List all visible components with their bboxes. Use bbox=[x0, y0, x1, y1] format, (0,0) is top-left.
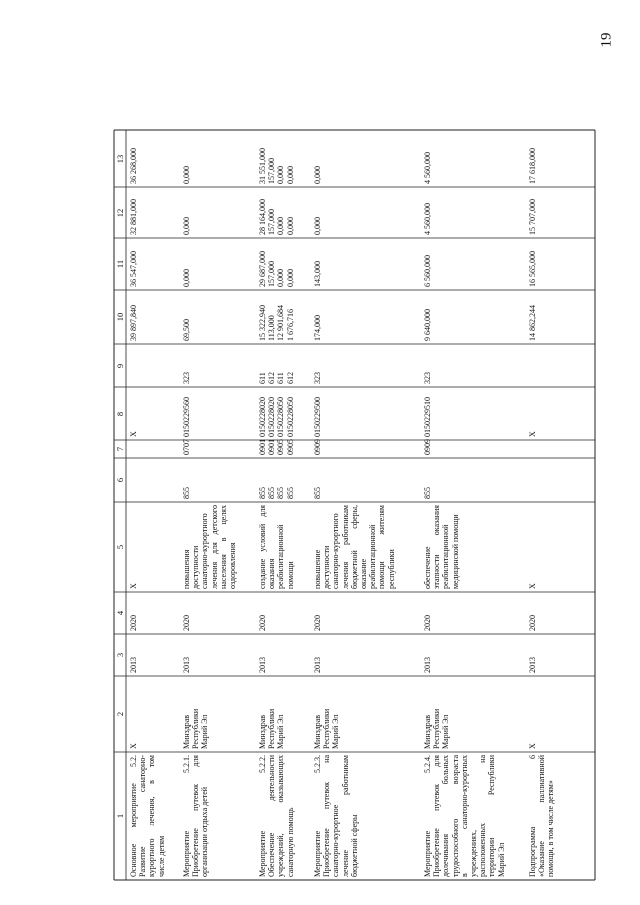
cell-line: 69,500 bbox=[182, 319, 191, 341]
cell-y2013 bbox=[258, 305, 295, 341]
cell-line: учреждениях, bbox=[469, 830, 479, 877]
cell-result bbox=[423, 505, 460, 589]
cell-line: лечение работникам bbox=[340, 755, 350, 877]
cell-line: медицинской помощи bbox=[450, 514, 460, 589]
cell-end bbox=[528, 615, 537, 631]
cell-end bbox=[182, 615, 191, 631]
cell-line: Обеспечение деятельности bbox=[267, 755, 277, 877]
cell-end bbox=[313, 615, 322, 631]
cell-line: 2020 bbox=[258, 615, 267, 631]
cell-line: 4 560,000 bbox=[423, 203, 432, 235]
cell-line: 612 bbox=[285, 372, 295, 384]
cell-line: 611 bbox=[276, 372, 286, 384]
cell-line: 2013 bbox=[129, 657, 138, 673]
cell-line: Приобретение путевок для bbox=[191, 755, 201, 877]
cell-line: 0150229560 bbox=[182, 397, 191, 437]
cell-line: Приобретение путевок для bbox=[432, 755, 442, 877]
cell-line: 14 862,244 bbox=[528, 305, 537, 341]
cell-line: Минздрав bbox=[423, 714, 432, 749]
cell-y2016 bbox=[423, 152, 432, 184]
cell-line: 855 bbox=[182, 487, 191, 499]
cell-line: 0,000 bbox=[285, 217, 295, 235]
cell-line: 31 551,000 bbox=[258, 148, 267, 184]
cell-line: Марий Эл bbox=[496, 842, 506, 877]
cell-line: 323 bbox=[182, 372, 191, 384]
column-number: 5 bbox=[115, 544, 125, 550]
cell-line: Приобретение путевок на bbox=[322, 755, 332, 877]
cell-y2015 bbox=[423, 203, 432, 235]
cell-rzpr bbox=[423, 439, 432, 455]
cell-line: реабилитационной bbox=[368, 524, 378, 589]
cell-vr bbox=[182, 372, 191, 384]
cell-line: 9 640,000 bbox=[423, 309, 432, 341]
cell-line: 0150228020 bbox=[267, 397, 277, 437]
cell-result bbox=[182, 505, 237, 589]
cell-start bbox=[528, 657, 537, 673]
cell-line: 0905 bbox=[276, 439, 286, 455]
cell-line: 2020 bbox=[528, 615, 537, 631]
cell-result bbox=[129, 505, 138, 589]
cell-y2013 bbox=[313, 315, 322, 341]
cell-line: 2020 bbox=[313, 615, 322, 631]
cell-line: числе детям bbox=[156, 835, 166, 877]
cell-line: долечивания больных bbox=[441, 755, 451, 877]
cell-line: Мероприятие 5.2.3. bbox=[313, 755, 322, 877]
cell-line: 612 bbox=[267, 372, 277, 384]
cell-executor bbox=[423, 709, 451, 749]
cell-line: 0,000 bbox=[276, 217, 286, 235]
cell-line: 611 bbox=[258, 372, 267, 384]
cell-line: 0909 bbox=[313, 439, 322, 455]
cell-line: санаторно-курортного bbox=[200, 513, 210, 589]
cell-line: 0909 bbox=[423, 439, 432, 455]
page-number: 19 bbox=[598, 32, 615, 48]
cell-result bbox=[528, 505, 537, 589]
cell-line: 0150228050 bbox=[276, 397, 286, 437]
cell-start bbox=[423, 657, 432, 673]
cell-line: оказание bbox=[359, 558, 369, 589]
cell-line: 0150229510 bbox=[423, 397, 432, 437]
cell-vr bbox=[313, 372, 322, 384]
cell-line: лечения работникам bbox=[340, 505, 350, 589]
cell-line: X bbox=[129, 431, 138, 437]
column-number: 4 bbox=[115, 610, 125, 616]
cell-line: 0150229500 bbox=[313, 397, 322, 437]
cell-line: обеспечение bbox=[423, 546, 432, 589]
column-number: 11 bbox=[115, 259, 125, 269]
cell-line: 855 bbox=[258, 487, 267, 499]
cell-line: повышения bbox=[182, 549, 191, 589]
cell-line: Марий Эл bbox=[441, 714, 451, 749]
cell-name bbox=[258, 755, 295, 877]
cell-line: 323 bbox=[423, 372, 432, 384]
cell-line: 174,000 bbox=[313, 315, 322, 341]
cell-line: 2013 bbox=[313, 657, 322, 673]
cell-line: Республики bbox=[191, 708, 201, 749]
cell-line: Мероприятие 5.2.4. bbox=[423, 755, 432, 877]
cell-line: 0901 bbox=[267, 439, 277, 455]
cell-line: 2013 bbox=[182, 657, 191, 673]
cell-line: 855 bbox=[313, 487, 322, 499]
cell-line: 6 560,000 bbox=[423, 255, 432, 287]
cell-line: Минздрав bbox=[182, 714, 191, 749]
cell-line: республики bbox=[386, 549, 396, 589]
cell-line: 0,000 bbox=[182, 166, 191, 184]
cell-line: 0,000 bbox=[182, 269, 191, 287]
cell-line: Марий Эл bbox=[200, 714, 210, 749]
cell-y2015 bbox=[313, 217, 322, 235]
cell-line: 15 322,940 bbox=[258, 305, 267, 341]
cell-name bbox=[423, 755, 506, 877]
cell-executor bbox=[182, 709, 210, 749]
cell-line: санаторно-курортное bbox=[331, 804, 341, 877]
cell-grbs bbox=[313, 487, 322, 499]
cell-line: 157,000 bbox=[267, 158, 277, 184]
cell-line: оздоровления bbox=[228, 542, 238, 589]
cell-y2013 bbox=[423, 309, 432, 341]
cell-line: создание условий для bbox=[258, 505, 267, 589]
cell-csr bbox=[182, 397, 191, 437]
cell-line: X bbox=[129, 583, 138, 589]
cell-line: Подпрограмма 6 bbox=[528, 755, 537, 877]
cell-line: 4 560,000 bbox=[423, 152, 432, 184]
cell-y2015 bbox=[182, 217, 191, 235]
cell-y2016 bbox=[528, 148, 537, 184]
cell-end bbox=[423, 615, 432, 631]
cell-vr bbox=[258, 372, 295, 384]
cell-line: 0,000 bbox=[276, 269, 286, 287]
cell-line: Марий Эл bbox=[331, 714, 341, 749]
cell-line: 2020 bbox=[182, 615, 191, 631]
cell-csr bbox=[258, 397, 295, 437]
cell-line: бюджетной сферы bbox=[349, 814, 359, 877]
cell-y2015 bbox=[258, 199, 295, 235]
cell-line: 39 897,840 bbox=[129, 305, 138, 341]
cell-line: X bbox=[528, 743, 537, 749]
cell-line: 17 618,000 bbox=[528, 148, 537, 184]
cell-line: 2013 bbox=[258, 657, 267, 673]
cell-rzpr bbox=[182, 439, 191, 455]
cell-name bbox=[313, 755, 359, 877]
cell-csr bbox=[313, 397, 322, 437]
cell-line: Республики bbox=[432, 708, 442, 749]
cell-line: 15 707,000 bbox=[528, 199, 537, 235]
cell-y2016 bbox=[129, 148, 138, 184]
cell-line: этапности оказания bbox=[432, 505, 442, 589]
cell-line: Республики bbox=[267, 708, 277, 749]
cell-line: доступности bbox=[191, 545, 201, 589]
cell-line: 0,000 bbox=[313, 217, 322, 235]
cell-line: 0,000 bbox=[285, 269, 295, 287]
cell-line: бюджетной сферы, bbox=[349, 505, 359, 589]
cell-grbs bbox=[258, 487, 295, 499]
cell-line: Республики bbox=[322, 708, 332, 749]
cell-line: X bbox=[528, 431, 537, 437]
cell-line: расположенных на bbox=[478, 755, 488, 877]
cell-line: Развитие санаторно- bbox=[138, 755, 148, 877]
cell-line: 16 565,000 bbox=[528, 251, 537, 287]
cell-executor bbox=[313, 709, 341, 749]
cell-start bbox=[313, 657, 322, 673]
cell-line: помощи, в том числе детям» bbox=[546, 780, 556, 877]
cell-y2014 bbox=[313, 261, 322, 287]
cell-end bbox=[258, 615, 267, 631]
cell-line: доступности bbox=[322, 545, 332, 589]
cell-line: населения в целях bbox=[218, 505, 228, 589]
cell-line: 0,000 bbox=[182, 217, 191, 235]
column-number: 7 bbox=[115, 446, 125, 452]
cell-line: 855 bbox=[285, 487, 295, 499]
cell-y2013 bbox=[528, 305, 537, 341]
cell-grbs bbox=[423, 487, 432, 499]
cell-line: 0901 bbox=[258, 439, 267, 455]
column-number: 1 bbox=[115, 813, 125, 819]
cell-line: лечения для детского bbox=[209, 505, 219, 589]
cell-csr bbox=[528, 431, 537, 437]
cell-line: санаторную помощь bbox=[285, 807, 295, 877]
cell-line: организации отдыха детей bbox=[200, 786, 210, 877]
cell-line: 2020 bbox=[129, 615, 138, 631]
column-number: 2 bbox=[115, 711, 125, 717]
cell-executor bbox=[528, 743, 537, 749]
cell-y2013 bbox=[129, 305, 138, 341]
cell-rzpr bbox=[313, 439, 322, 455]
cell-line: повышение bbox=[313, 549, 322, 589]
cell-y2015 bbox=[129, 199, 138, 235]
cell-y2015 bbox=[528, 199, 537, 235]
cell-line: курортного лечения, в том bbox=[147, 755, 157, 877]
cell-vr bbox=[423, 372, 432, 384]
column-number: 8 bbox=[115, 411, 125, 416]
cell-y2016 bbox=[182, 166, 191, 184]
cell-start bbox=[258, 657, 267, 673]
cell-line: X bbox=[528, 583, 537, 589]
cell-name bbox=[528, 755, 556, 877]
cell-line: 855 bbox=[423, 487, 432, 499]
cell-line: 0,000 bbox=[276, 166, 286, 184]
cell-line: санаторно-курортного bbox=[331, 513, 341, 589]
cell-line: 0707 bbox=[182, 439, 191, 455]
column-number: 10 bbox=[115, 312, 125, 322]
cell-line: 2013 bbox=[528, 657, 537, 673]
column-number: 13 bbox=[115, 154, 125, 163]
cell-start bbox=[182, 657, 191, 673]
column-number: 12 bbox=[115, 208, 125, 217]
cell-y2014 bbox=[182, 269, 191, 287]
cell-line: Мероприятие 5.2.1. bbox=[182, 755, 191, 877]
cell-line: реабилитационной bbox=[276, 524, 286, 589]
cell-result bbox=[313, 505, 396, 589]
cell-csr bbox=[423, 397, 432, 437]
cell-line: «Оказание паллиативной bbox=[537, 755, 547, 877]
cell-line: территории Республики bbox=[487, 755, 497, 877]
cell-line: 0,000 bbox=[285, 166, 295, 184]
cell-line: 28 164,000 bbox=[258, 199, 267, 235]
cell-y2014 bbox=[258, 251, 295, 287]
cell-result bbox=[258, 505, 295, 589]
cell-line: Мероприятие 5.2.2. bbox=[258, 755, 267, 877]
cell-line: Минздрав bbox=[258, 714, 267, 749]
cell-line: 32 881,000 bbox=[129, 199, 138, 235]
column-number: 9 bbox=[115, 363, 125, 368]
cell-line: 36 547,000 bbox=[129, 251, 138, 287]
cell-grbs bbox=[182, 487, 191, 499]
cell-line: Основное мероприятие 5.2. bbox=[129, 755, 138, 877]
cell-line: 36 268,000 bbox=[129, 148, 138, 184]
cell-line: 157,000 bbox=[267, 209, 277, 235]
cell-line: 12 901,684 bbox=[276, 305, 286, 341]
cell-executor bbox=[258, 709, 286, 749]
cell-end bbox=[129, 615, 138, 631]
cell-executor bbox=[129, 743, 138, 749]
cell-y2016 bbox=[258, 148, 295, 184]
cell-name bbox=[182, 755, 210, 877]
cell-line: 1 676,716 bbox=[285, 309, 295, 341]
cell-y2013 bbox=[182, 319, 191, 341]
cell-rzpr bbox=[258, 439, 295, 455]
cell-line: учреждений, оказывающих bbox=[276, 755, 286, 877]
cell-line: 2013 bbox=[423, 657, 432, 673]
cell-line: Минздрав bbox=[313, 714, 322, 749]
cell-line: 0905 bbox=[285, 439, 295, 455]
cell-y2014 bbox=[423, 255, 432, 287]
cell-line: в санаторно-курортных bbox=[459, 755, 469, 877]
cell-line: реабилитационной bbox=[441, 524, 451, 589]
cell-line: 855 bbox=[267, 487, 277, 499]
column-number: 3 bbox=[115, 652, 125, 658]
cell-name bbox=[129, 755, 166, 877]
cell-line: X bbox=[129, 743, 138, 749]
cell-csr bbox=[129, 431, 138, 437]
cell-line: 0150228020 bbox=[258, 397, 267, 437]
cell-line: 143,000 bbox=[313, 261, 322, 287]
cell-y2014 bbox=[129, 251, 138, 287]
cell-line: 0150228050 bbox=[285, 397, 295, 437]
column-number: 6 bbox=[115, 477, 125, 483]
cell-line: помощи bbox=[285, 561, 295, 589]
cell-line: Марий Эл bbox=[276, 714, 286, 749]
cell-line: 157,000 bbox=[267, 261, 277, 287]
cell-line: 323 bbox=[313, 372, 322, 384]
cell-line: 855 bbox=[276, 487, 286, 499]
cell-line: трудоспособного возраста bbox=[450, 755, 460, 877]
cell-line: оказания bbox=[267, 558, 277, 589]
cell-line: помощи жителям bbox=[377, 505, 387, 589]
cell-line: 29 687,000 bbox=[258, 251, 267, 287]
cell-line: 0,000 bbox=[313, 166, 322, 184]
cell-start bbox=[129, 657, 138, 673]
cell-line: 2020 bbox=[423, 615, 432, 631]
cell-y2016 bbox=[313, 166, 322, 184]
cell-y2014 bbox=[528, 251, 537, 287]
cell-line: 113,000 bbox=[267, 315, 277, 341]
